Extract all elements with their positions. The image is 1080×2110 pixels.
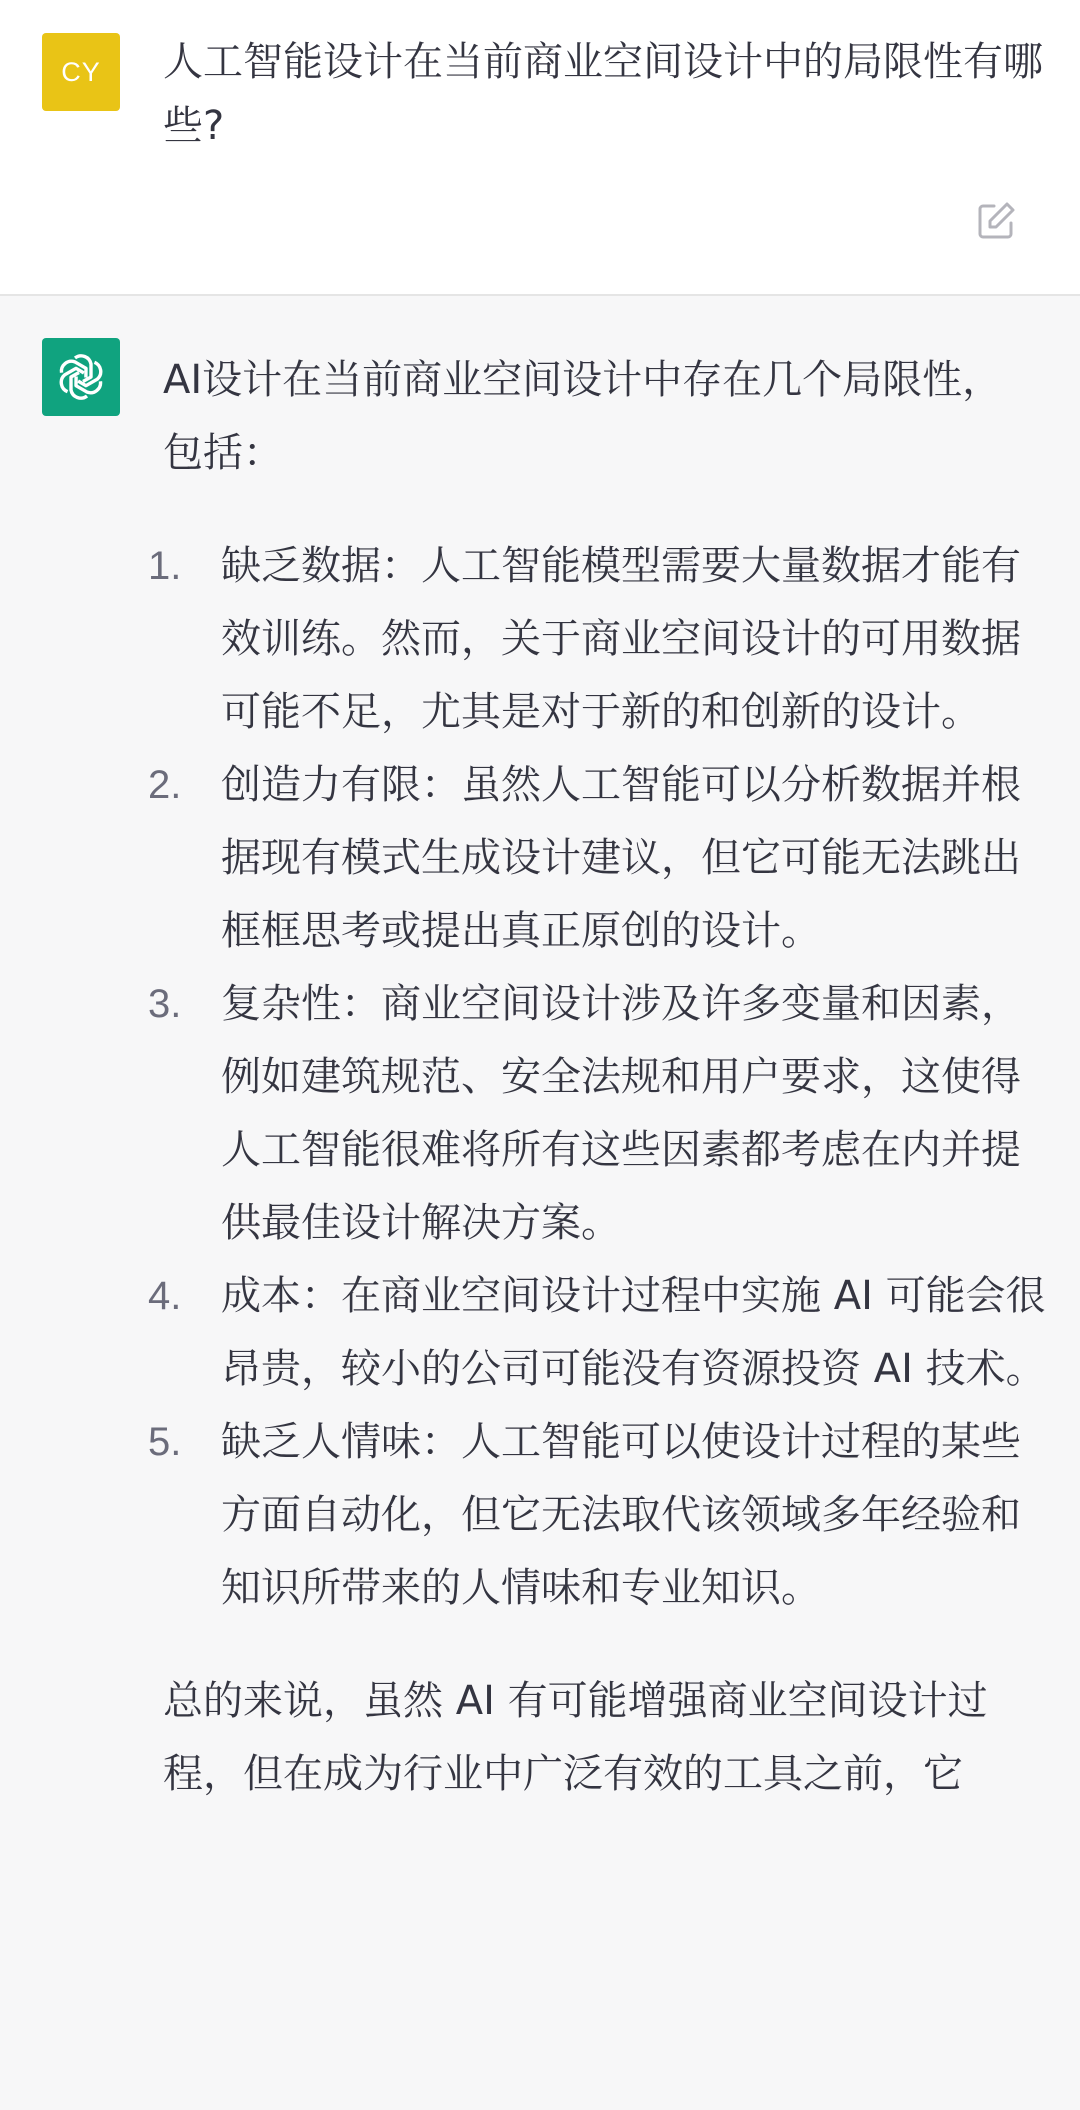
list-item-text: 缺乏数据：人工智能模型需要大量数据才能有效训练。然而，关于商业空间设计的可用数据可能不足，尤其是对于新的和创新的设计。: [221, 543, 1021, 735]
list-number: 2.: [148, 763, 182, 807]
list-item: [148, 749, 1051, 968]
list-item-text: 复杂性：商业空间设计涉及许多变量和因素，例如建筑规范、安全法规和用户要求，这使得人工智能很难将所有这些因素都考虑在内并提供最佳设计解决方案。: [221, 981, 1021, 1246]
user-message: [0, 0, 1080, 296]
list-item-text: 缺乏人情味：人工智能可以使设计过程的某些方面自动化，但它无法取代该领域多年经验和知识所带来的人情味和专业知识。: [221, 1419, 1021, 1611]
list-number: 5.: [148, 1420, 182, 1464]
list-item: [148, 530, 1051, 749]
list-item-text: 成本：在商业空间设计过程中实施 AI 可能会很昂贵，较小的公司可能没有资源投资 AI 技术。: [221, 1273, 1046, 1392]
assistant-avatar: [42, 338, 120, 416]
list-item: [148, 1260, 1051, 1406]
user-question-text: 人工智能设计在当前商业空间设计中的局限性有哪些?: [163, 39, 1043, 149]
list-item-text: 创造力有限：虽然人工智能可以分析数据并根据现有模式生成设计建议，但它可能无法跳出框框思考或提出真正原创的设计。: [221, 762, 1021, 954]
assistant-message: [0, 296, 1080, 2110]
list-number: 1.: [148, 544, 182, 588]
assistant-response: [148, 344, 1046, 1811]
list-item: [148, 968, 1051, 1260]
list-number: 4.: [148, 1274, 182, 1318]
response-intro: AI设计在当前商业空间设计中存在几个局限性，包括：: [163, 357, 1003, 476]
user-avatar: CY: [42, 33, 120, 111]
openai-logo-icon: [55, 351, 107, 403]
list-item: [148, 1406, 1051, 1625]
response-summary: 总的来说，虽然 AI 有可能增强商业空间设计过程，但在成为行业中广泛有效的工具之前，它: [163, 1678, 988, 1797]
limitations-list: [148, 530, 1046, 1625]
edit-icon[interactable]: [974, 199, 1018, 243]
list-number: 3.: [148, 982, 182, 1026]
